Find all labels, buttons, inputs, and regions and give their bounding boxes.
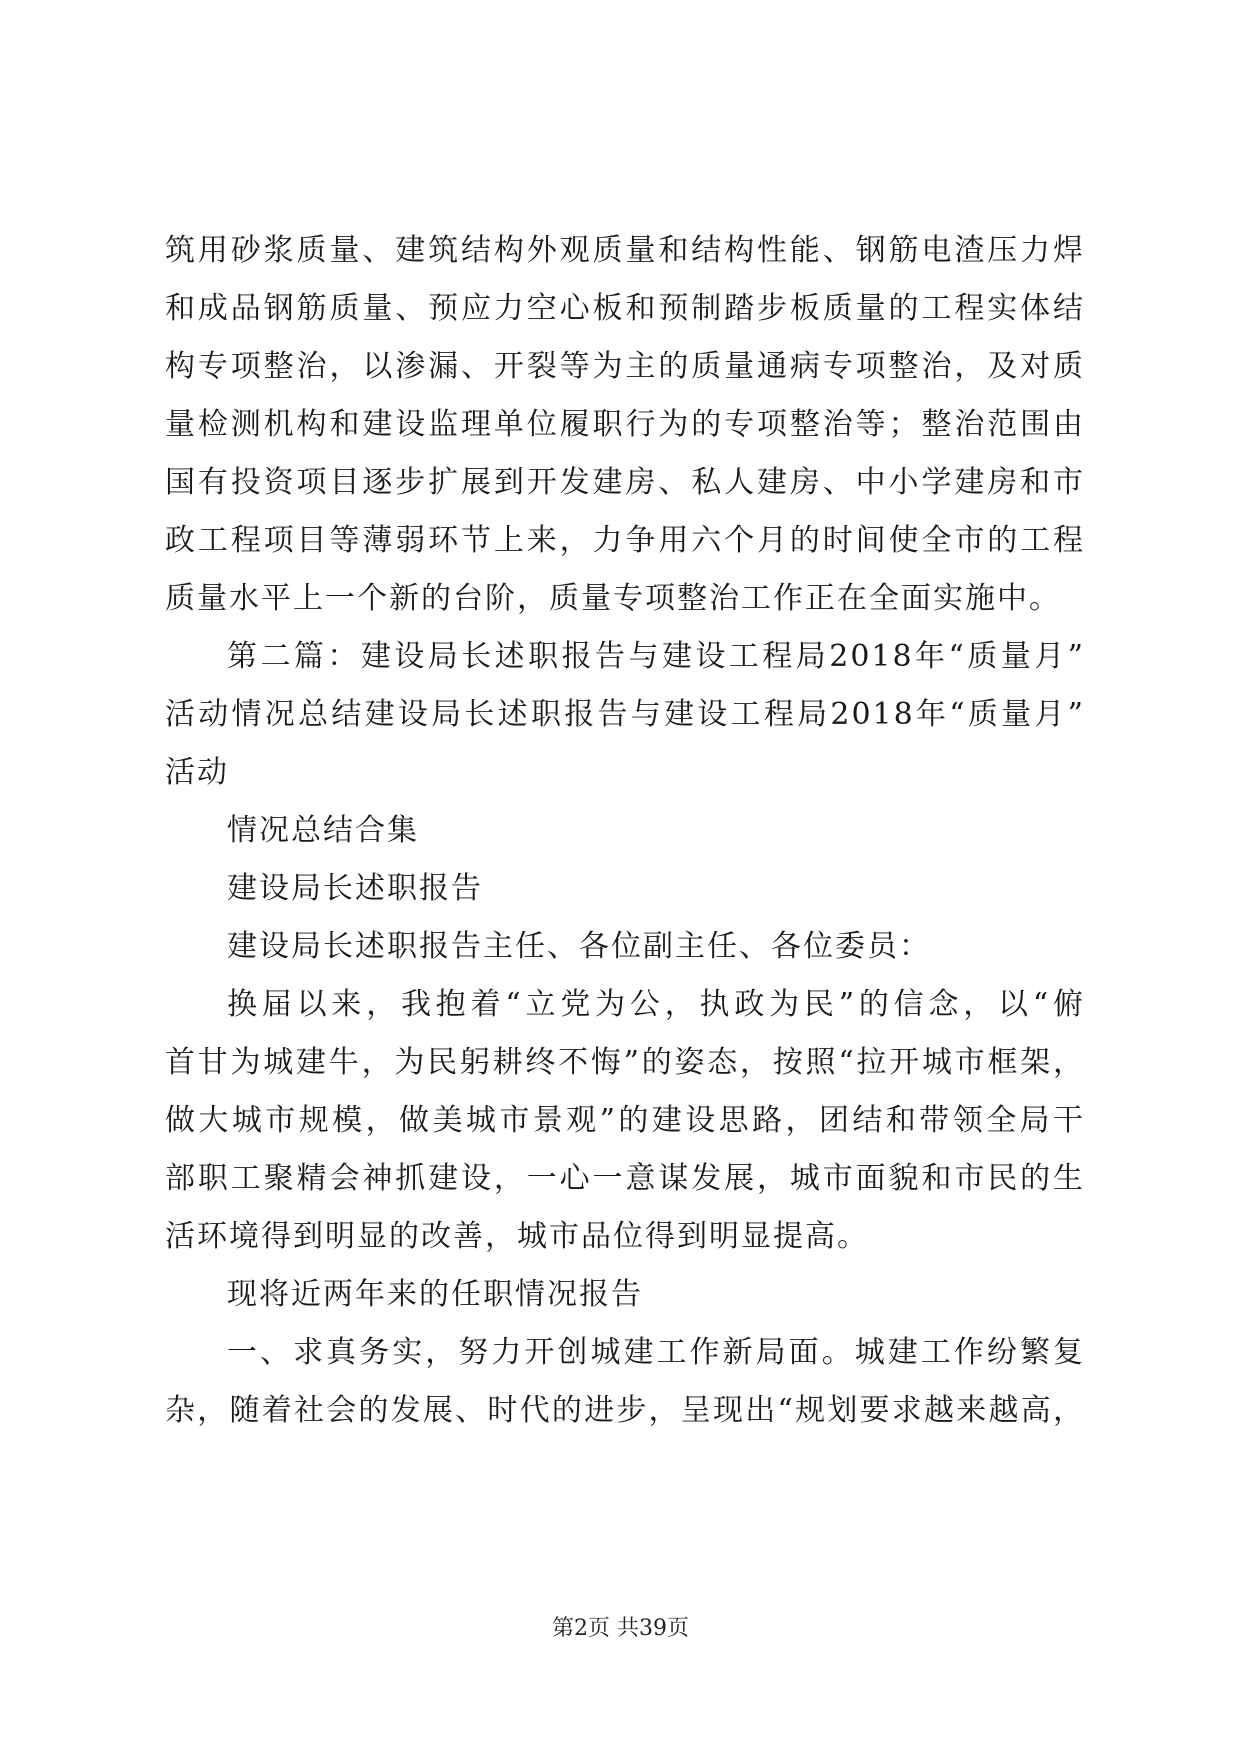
text-line: 情况总结合集 — [227, 813, 419, 848]
text-line: 质量水平上一个新的台阶，质量专项整治工作正在全面实施中。 — [165, 581, 1061, 616]
document-body — [165, 222, 1085, 1440]
text-line: 换届以来，我抱着“立党为公，执政为民”的信念，以“俯 — [227, 987, 1085, 1022]
section-heading-line: 活动 — [165, 755, 229, 790]
text-line: 国有投资项目逐步扩展到开发建房、私人建房、中小学建房和市 — [165, 465, 1085, 500]
text-line: 活环境得到明显的改善，城市品位得到明显提高。 — [165, 1219, 869, 1254]
text-line: 首甘为城建牛，为民躬耕终不悔”的姿态，按照“拉开城市框架， — [165, 1045, 1085, 1080]
text-line: 量检测机构和建设监理单位履职行为的专项整治等；整治范围由 — [165, 407, 1085, 442]
text-line: 杂，随着社会的发展、时代的进步，呈现出“规划要求越来越高， — [165, 1393, 1085, 1428]
salutation-line: 建设局长述职报告主任、各位副主任、各位委员： — [227, 929, 931, 964]
section-heading-line: 第二篇：建设局长述职报告与建设工程局2018年“质量月” — [227, 639, 1085, 674]
text-line: 一、求真务实，努力开创城建工作新局面。城建工作纷繁复 — [227, 1335, 1085, 1370]
text-line: 构专项整治，以渗漏、开裂等为主的质量通病专项整治，及对质 — [165, 349, 1085, 384]
text-line: 政工程项目等薄弱环节上来，力争用六个月的时间使全市的工程 — [165, 523, 1085, 558]
text-line: 和成品钢筋质量、预应力空心板和预制踏步板质量的工程实体结 — [165, 291, 1085, 326]
text-line: 筑用砂浆质量、建筑结构外观质量和结构性能、钢筋电渣压力焊 — [165, 233, 1085, 268]
text-line: 做大城市规模，做美城市景观”的建设思路，团结和带领全局干 — [165, 1103, 1085, 1138]
report-title-line: 建设局长述职报告 — [227, 871, 483, 906]
text-line: 部职工聚精会神抓建设，一心一意谋发展，城市面貌和市民的生 — [165, 1161, 1085, 1196]
section-heading-line: 活动情况总结建设局长述职报告与建设工程局2018年“质量月” — [165, 697, 1085, 732]
text-line: 现将近两年来的任职情况报告 — [227, 1277, 643, 1312]
page-number-footer: 第2页 共39页 — [552, 1616, 689, 1641]
